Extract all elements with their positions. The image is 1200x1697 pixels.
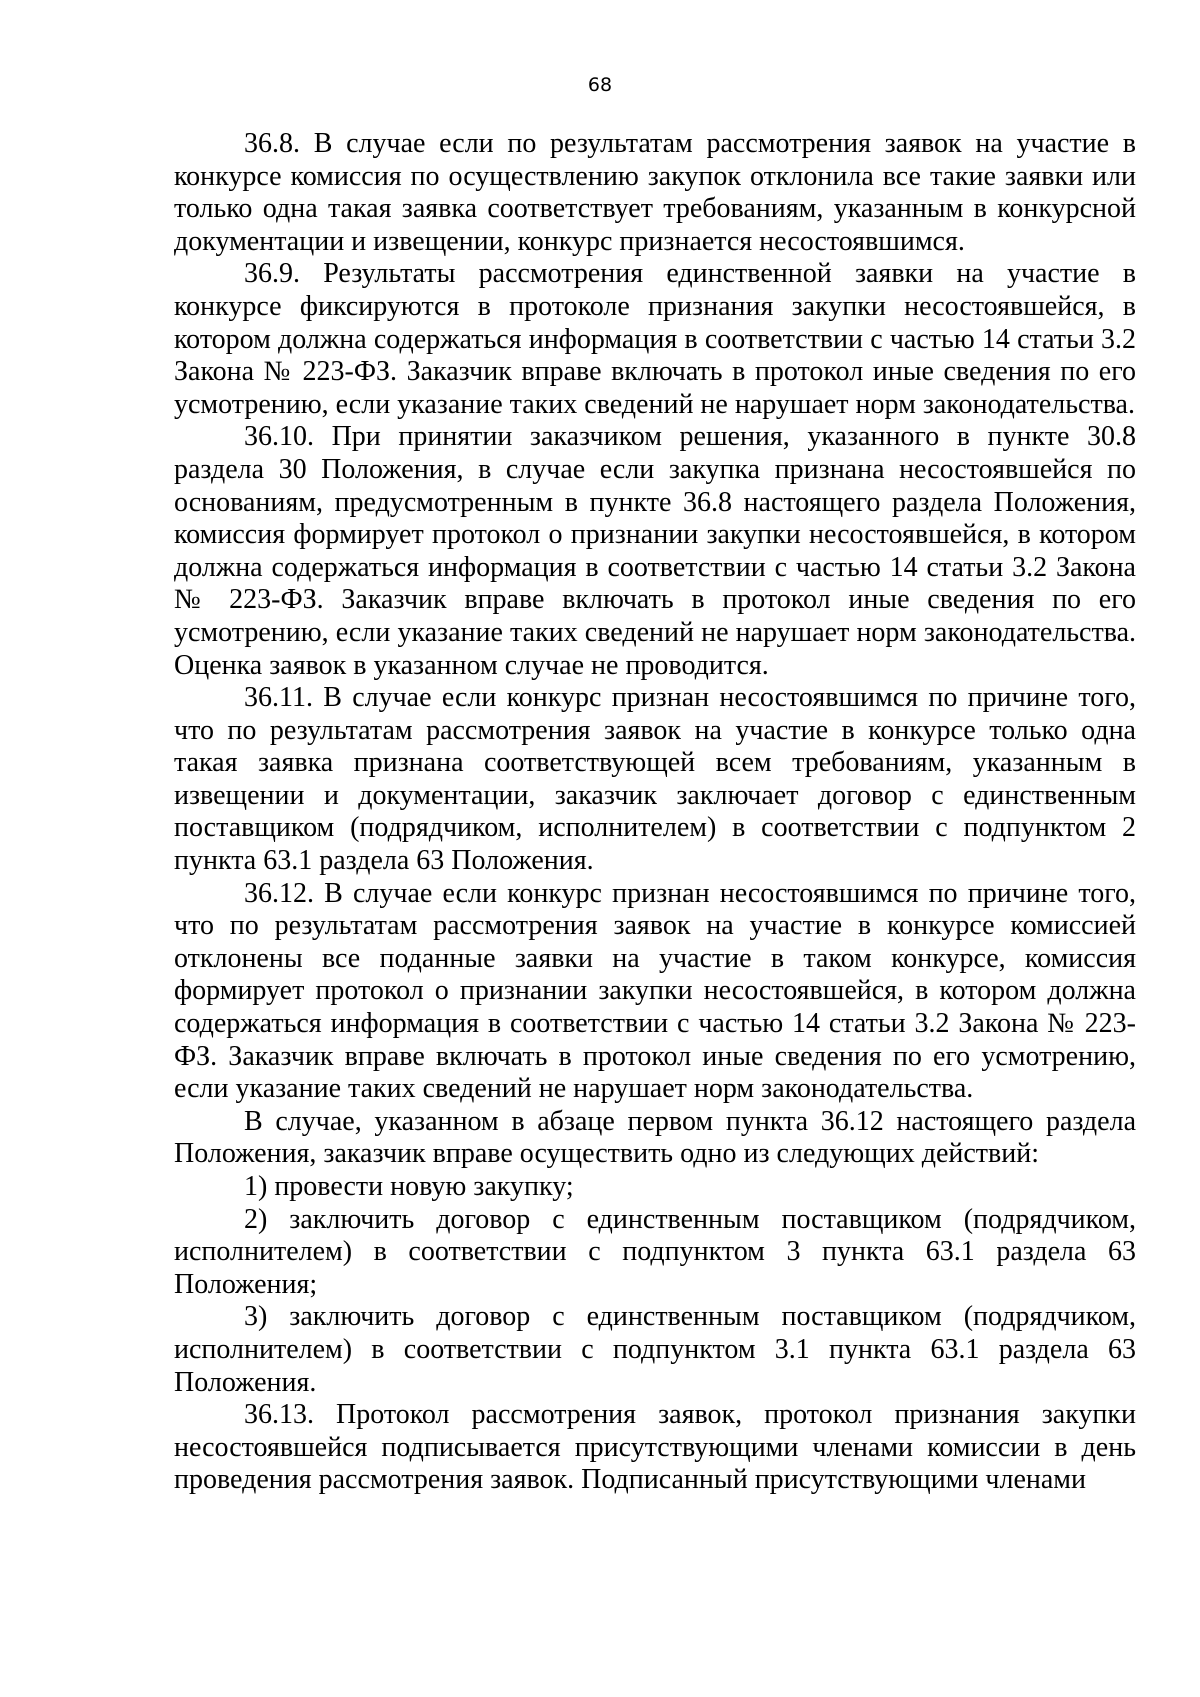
list-item-1: 1) провести новую закупку; bbox=[244, 1171, 574, 1202]
paragraph-36-12-actions-intro: В случае, указанном в абзаце первом пункта 36.12 настоящего раздела Положения, заказчик вправе осуществить одно из следующих действий: bbox=[174, 1105, 1136, 1170]
paragraph-36-10: 36.10. При принятии заказчиком решения, указанного в пункте 30.8 раздела 30 Положения, в случае если закупка признана несостоявшейся по основаниям, предусмотренным в пункте 36.8 настоящего раздела Положения, комиссия формирует протокол о признании закупки несостоявшейся, в котором должна содержаться информация в соответствии с частью 14 статьи 3.2 Закона № 223-ФЗ. Заказчик вправе включать в протокол иные сведения по его усмотрению, если указание таких сведений не нарушает норм законодательства. Оценка заявок в указанном случае не проводится. bbox=[174, 421, 1136, 681]
paragraph-36-9: 36.9. Результаты рассмотрения единственной заявки на участие в конкурсе фиксируются в протоколе признания закупки несостоявшейся, в котором должна содержаться информация в соответствии с частью 14 статьи 3.2 Закона № 223-ФЗ. Заказчик вправе включать в протокол иные сведения по его усмотрению, если указание таких сведений не нарушает норм законодательства. bbox=[174, 258, 1136, 420]
paragraph-36-11: 36.11. В случае если конкурс признан несостоявшимся по причине того, что по результатам рассмотрения заявок на участие в конкурсе только одна такая заявка признана соответствующей всем требованиям, указанным в извещении и документации, заказчик заключает договор с единственным поставщиком (подрядчиком, исполнителем) в соответствии с подпунктом 2 пункта 63.1 раздела 63 Положения. bbox=[174, 682, 1136, 877]
paragraph-36-12: 36.12. В случае если конкурс признан несостоявшимся по причине того, что по результатам рассмотрения заявок на участие в конкурсе комиссией отклонены все поданные заявки на участие в таком конкурсе, комиссия формирует протокол о признании закупки несостоявшейся, в котором должна содержаться информация в соответствии с частью 14 статьи 3.2 Закона № 223-ФЗ. Заказчик вправе включать в протокол иные сведения по его усмотрению, если указание таких сведений не нарушает норм законодательства. bbox=[174, 877, 1136, 1105]
list-item-2: 2) заключить договор с единственным поставщиком (подрядчиком, исполнителем) в соответствии с подпунктом 3 пункта 63.1 раздела 63 Положения; bbox=[174, 1203, 1136, 1300]
document-body bbox=[174, 128, 1136, 1497]
page-number: 68 bbox=[587, 74, 613, 96]
paragraph-36-13: 36.13. Протокол рассмотрения заявок, протокол признания закупки несостоявшейся подписывается присутствующими членами комиссии в день проведения рассмотрения заявок. Подписанный присутствующими членами bbox=[174, 1399, 1136, 1496]
paragraph-36-8: 36.8. В случае если по результатам рассмотрения заявок на участие в конкурсе комиссия по осуществлению закупок отклонила все такие заявки или только одна такая заявка соответствует требованиям, указанным в конкурсной документации и извещении, конкурс признается несостоявшимся. bbox=[174, 128, 1136, 257]
list-item-3: 3) заключить договор с единственным поставщиком (подрядчиком, исполнителем) в соответствии с подпунктом 3.1 пункта 63.1 раздела 63 Положения. bbox=[174, 1301, 1136, 1398]
